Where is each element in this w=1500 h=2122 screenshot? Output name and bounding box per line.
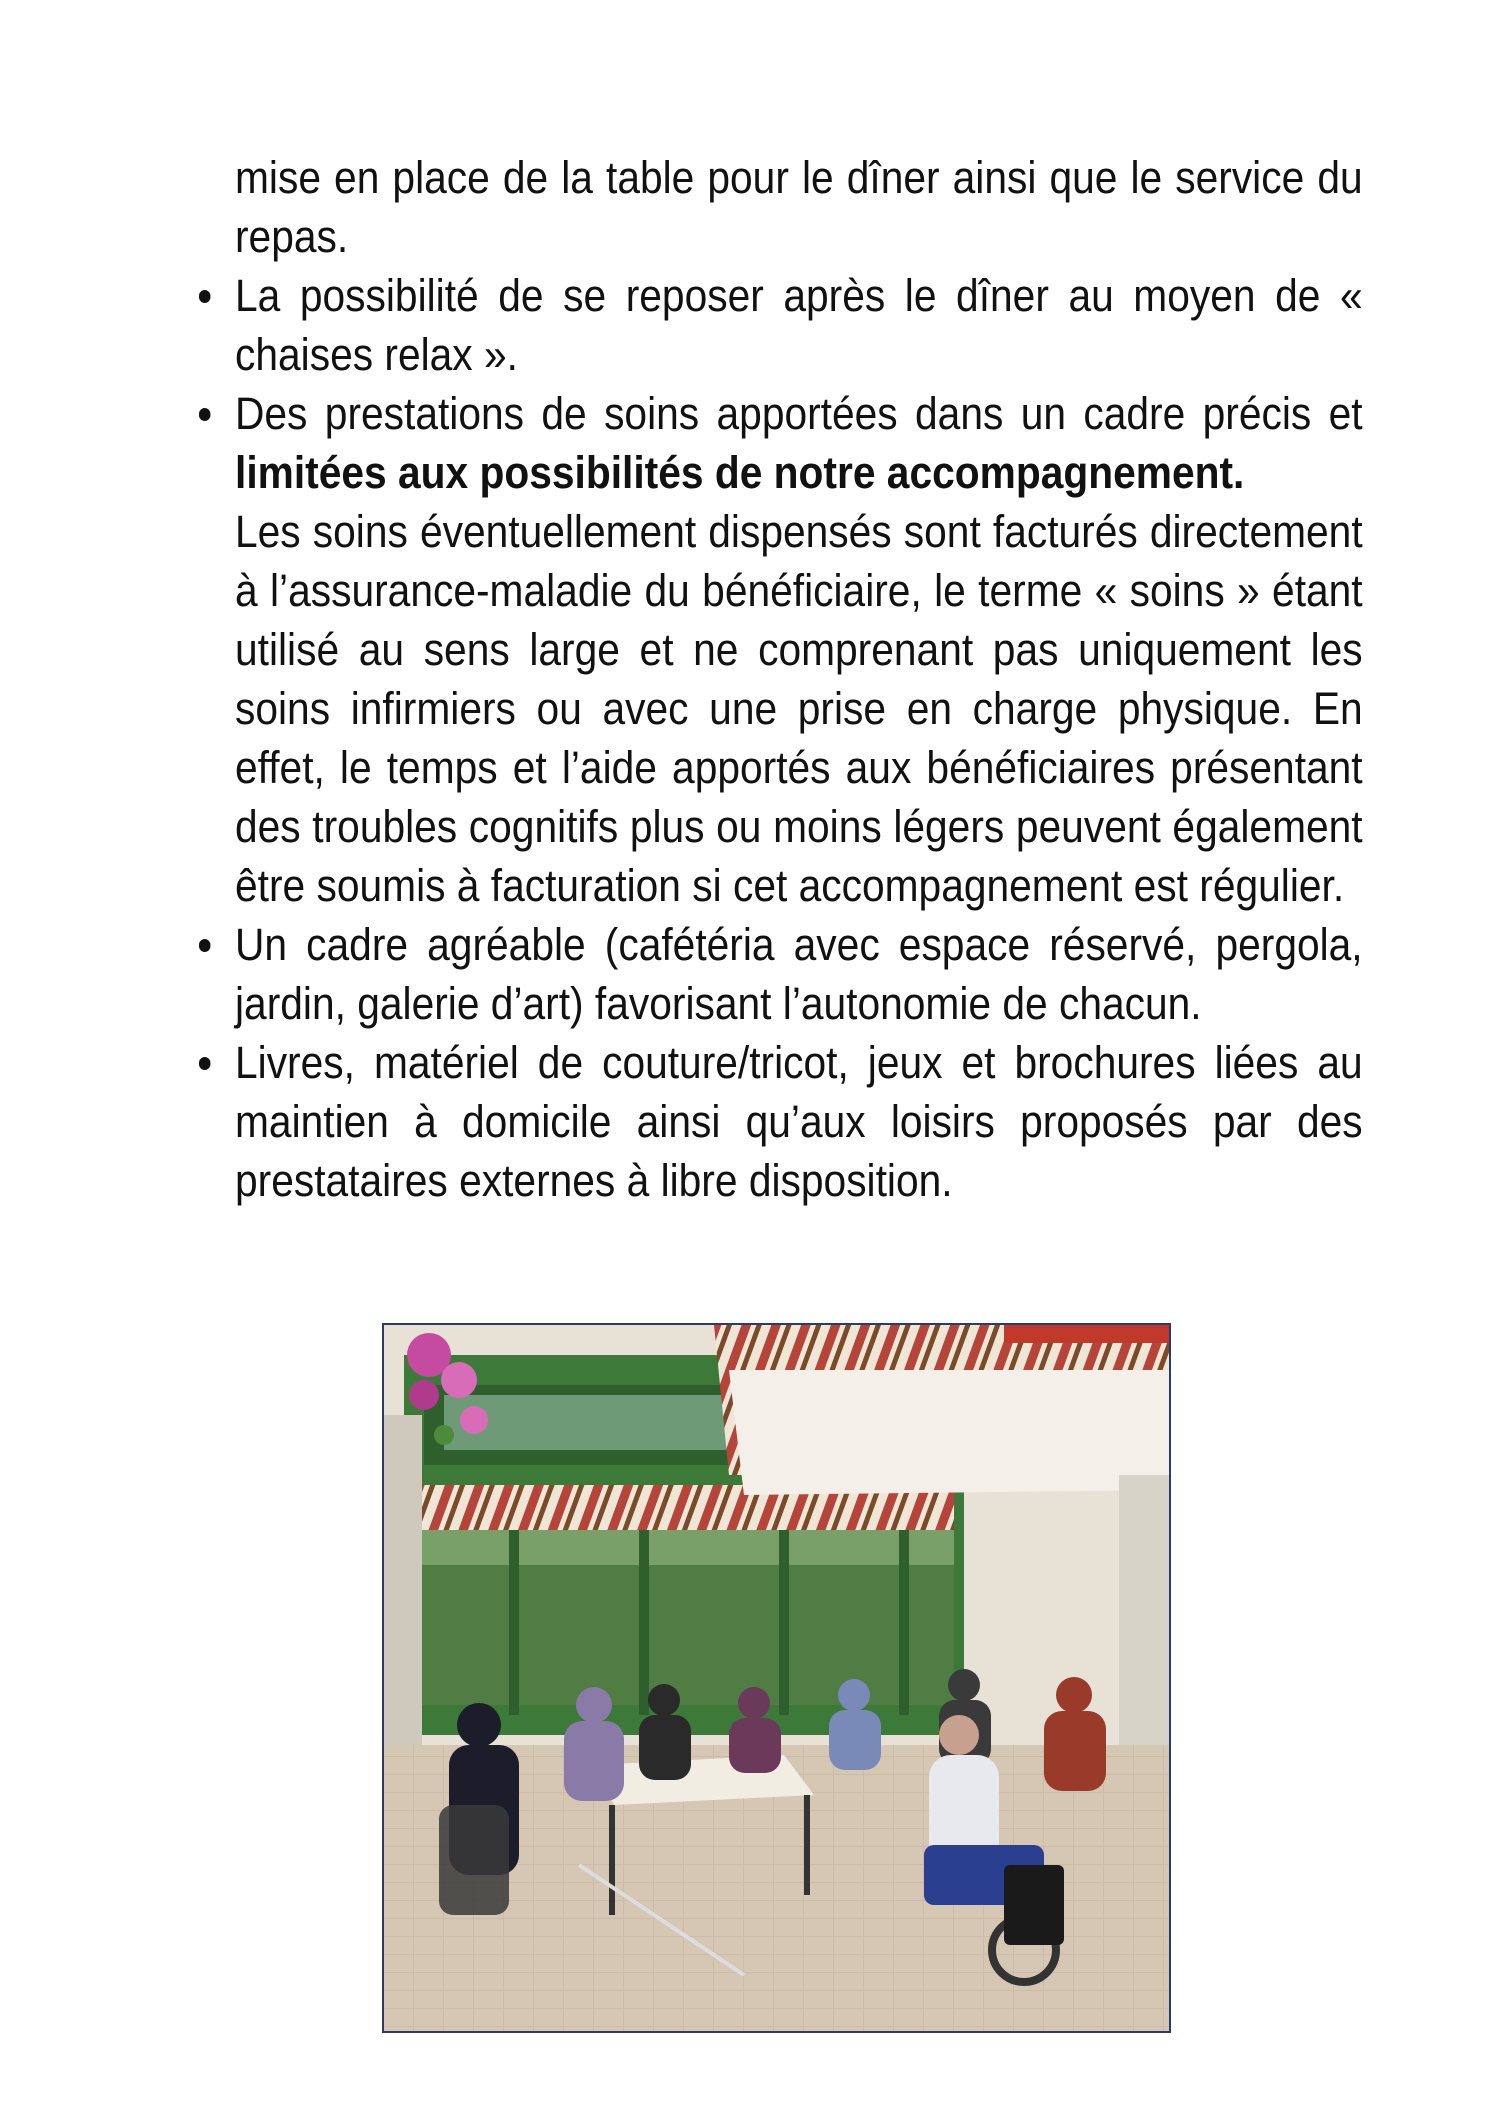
bullet-item-cadre (235, 915, 1363, 1033)
bullet-icon (199, 290, 211, 303)
bullet-text: La possibilité de se reposer après le dîner au moyen de « chaises relax ». (235, 270, 1363, 380)
bullet-icon (199, 939, 211, 952)
bullet-extra-paragraph: Les soins éventuellement dispensés sont facturés directement à l’assurance-maladie du bénéficiaire, le terme « soins » étant utilisé au sens large et ne comprenant pas uniquement les soins infirmiers ou avec une prise en charge physique. En effet, le temps et l’aide apportés aux bénéficiaires présentant des troubles cognitifs plus ou moins légers peuvent également être soumis à facturation si cet accompagnement est régulier. (235, 506, 1363, 911)
bullet-list (235, 266, 1363, 1210)
bullet-item-livres (235, 1033, 1363, 1210)
bullet-item-soins (235, 384, 1363, 915)
intro-continuation: mise en place de la table pour le dîner ainsi que le service du repas. (235, 152, 1363, 262)
cafeteria-terrace-photo (382, 1323, 1171, 2033)
bullet-text: Des prestations de soins apportées dans un cadre précis et (235, 388, 1363, 439)
photo-illustration (384, 1325, 1169, 2031)
bullet-text: Livres, matériel de couture/tricot, jeux et brochures liées au maintien à domicile ainsi qu’aux loisirs proposés par des prestataires externes à libre disposition. (235, 1037, 1363, 1206)
bullet-icon (199, 408, 211, 421)
bullet-item-relax (235, 266, 1363, 384)
bullet-bold-text: limitées aux possibilités de notre accompagnement. (235, 447, 1245, 498)
bullet-icon (199, 1057, 211, 1070)
body-text (235, 148, 1363, 1210)
bullet-text: Un cadre agréable (cafétéria avec espace réservé, pergola, jardin, galerie d’art) favorisant l’autonomie de chacun. (235, 919, 1363, 1029)
